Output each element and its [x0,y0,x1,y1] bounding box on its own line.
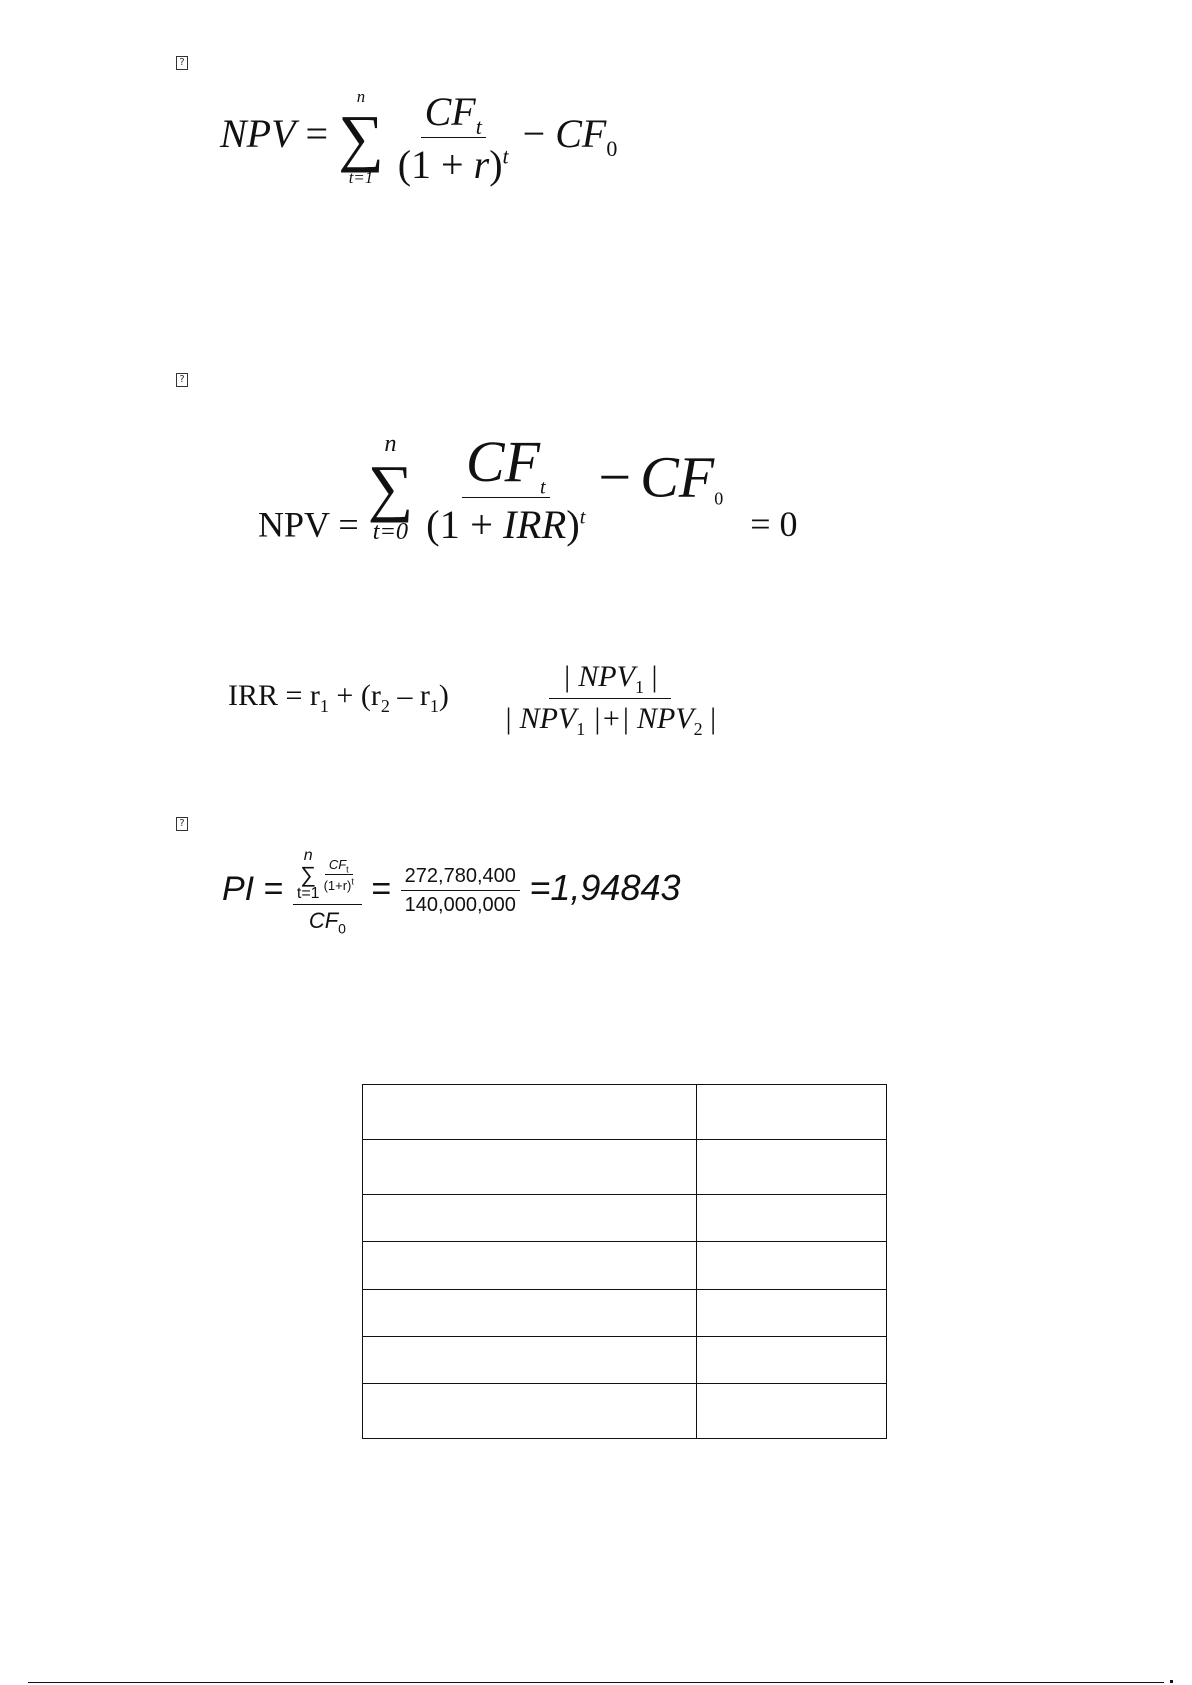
frac-num-sub: 1 [634,677,644,697]
table-cell [697,1242,887,1290]
frac-den-b-sub: 2 [693,719,703,739]
pi-lhs: PI [222,869,255,908]
npv-formula [220,88,617,188]
numerator-sub: t [540,476,546,499]
bullet-marker: ? [176,56,188,70]
inner-den-sup: t [351,876,354,887]
table-cell [363,1337,697,1384]
sigma-icon: ∑ [300,862,317,887]
table-cell [363,1085,697,1140]
frac-num-close: | [643,660,658,693]
table-cell [363,1242,697,1290]
irr-lhs: IRR = r [228,678,320,712]
table-row [363,1337,887,1384]
inner-num: CF [328,857,347,872]
sigma-icon: ∑ [338,102,384,173]
pi-equals: = [263,869,284,908]
minus-r: – r [389,678,430,712]
table-row [363,1195,887,1242]
irr-definition-formula [258,428,798,548]
npv-lhs: NPV [220,111,296,157]
r2-sub: 2 [380,695,390,716]
irr-summation [367,429,414,545]
npv-equals: = [305,111,329,157]
frac-den-a-sub: 1 [576,719,586,739]
tail-sub: 0 [606,136,618,162]
pi-den-cf: CF [308,908,339,933]
table-row [363,1140,887,1195]
npv-fraction [394,88,513,188]
den-close: ) [566,502,580,547]
inner-num-sub: t [346,864,349,875]
table-cell [697,1140,887,1195]
pi-den-sub: 0 [338,920,346,937]
table-cell [363,1290,697,1337]
den-sup: t [502,143,509,169]
den-var: IRR [503,502,567,547]
plus-open: + (r [328,678,381,712]
sum-upper-limit: n [356,87,366,107]
pi-inner-fraction [320,857,358,893]
frac-den-close: | [702,702,717,735]
close-paren: ) [438,678,449,712]
irr-def-lhs: NPV = [258,504,359,545]
pi-summation [297,848,320,902]
den-var: r [473,142,490,187]
npv-summation [338,89,384,187]
table-row [363,1085,887,1140]
irr-fraction [422,428,589,548]
pi-value-fraction [401,865,520,917]
frac-num: | NPV [562,660,635,693]
sum-lower-limit: t=1 [296,885,320,902]
tail-sub: 0 [714,488,724,509]
table-cell [697,1195,887,1242]
numerator-cf: CF [424,89,476,134]
pi-value-num: 272,780,400 [401,865,520,891]
sum-lower-limit: t=1 [348,168,374,187]
table-cell [697,1290,887,1337]
footer-mark [1170,1680,1173,1683]
irr-interpolation-formula [228,660,720,739]
table-row [363,1290,887,1337]
table-cell [363,1140,697,1195]
pi-result: =1,94843 [529,866,681,908]
irr-def-rhs: = 0 [750,504,798,545]
frac-den-a: | NPV [503,702,577,735]
r1-sub: 1 [319,695,329,716]
tail-cf: CF [640,444,715,510]
bullet-marker: ? [176,817,188,831]
table-row [363,1242,887,1290]
table-row [363,1384,887,1439]
table-cell [363,1195,697,1242]
pi-main-fraction [293,847,362,937]
sigma-icon: ∑ [367,452,414,524]
pi-formula [222,847,681,937]
minus-sign: − [598,444,632,510]
numerator-sub: t [475,114,482,139]
den-open: (1 + [426,502,504,547]
footer-divider [28,1682,1164,1683]
bullet-marker: ? [176,373,188,387]
table-cell [697,1384,887,1439]
pi-equals-2: = [371,869,392,908]
pi-value-den: 140,000,000 [404,894,516,916]
irr-interp-fraction [500,660,720,739]
tail-cf: CF [555,111,607,157]
numerator-cf: CF [465,429,541,494]
table-cell [697,1085,887,1140]
minus-sign: − [522,111,546,157]
table-cell [697,1337,887,1384]
den-sup: t [579,506,586,529]
frac-den-mid: |+| NPV [585,702,694,735]
r1b-sub: 1 [429,695,439,716]
den-open: (1 + [397,142,474,187]
sum-upper-limit: n [303,847,313,864]
sum-lower-limit: t=0 [372,517,409,545]
inner-den: (1+r) [323,878,352,893]
empty-table [362,1084,887,1439]
table-cell [363,1384,697,1439]
den-close: ) [489,142,503,187]
sum-upper-limit: n [384,429,397,457]
